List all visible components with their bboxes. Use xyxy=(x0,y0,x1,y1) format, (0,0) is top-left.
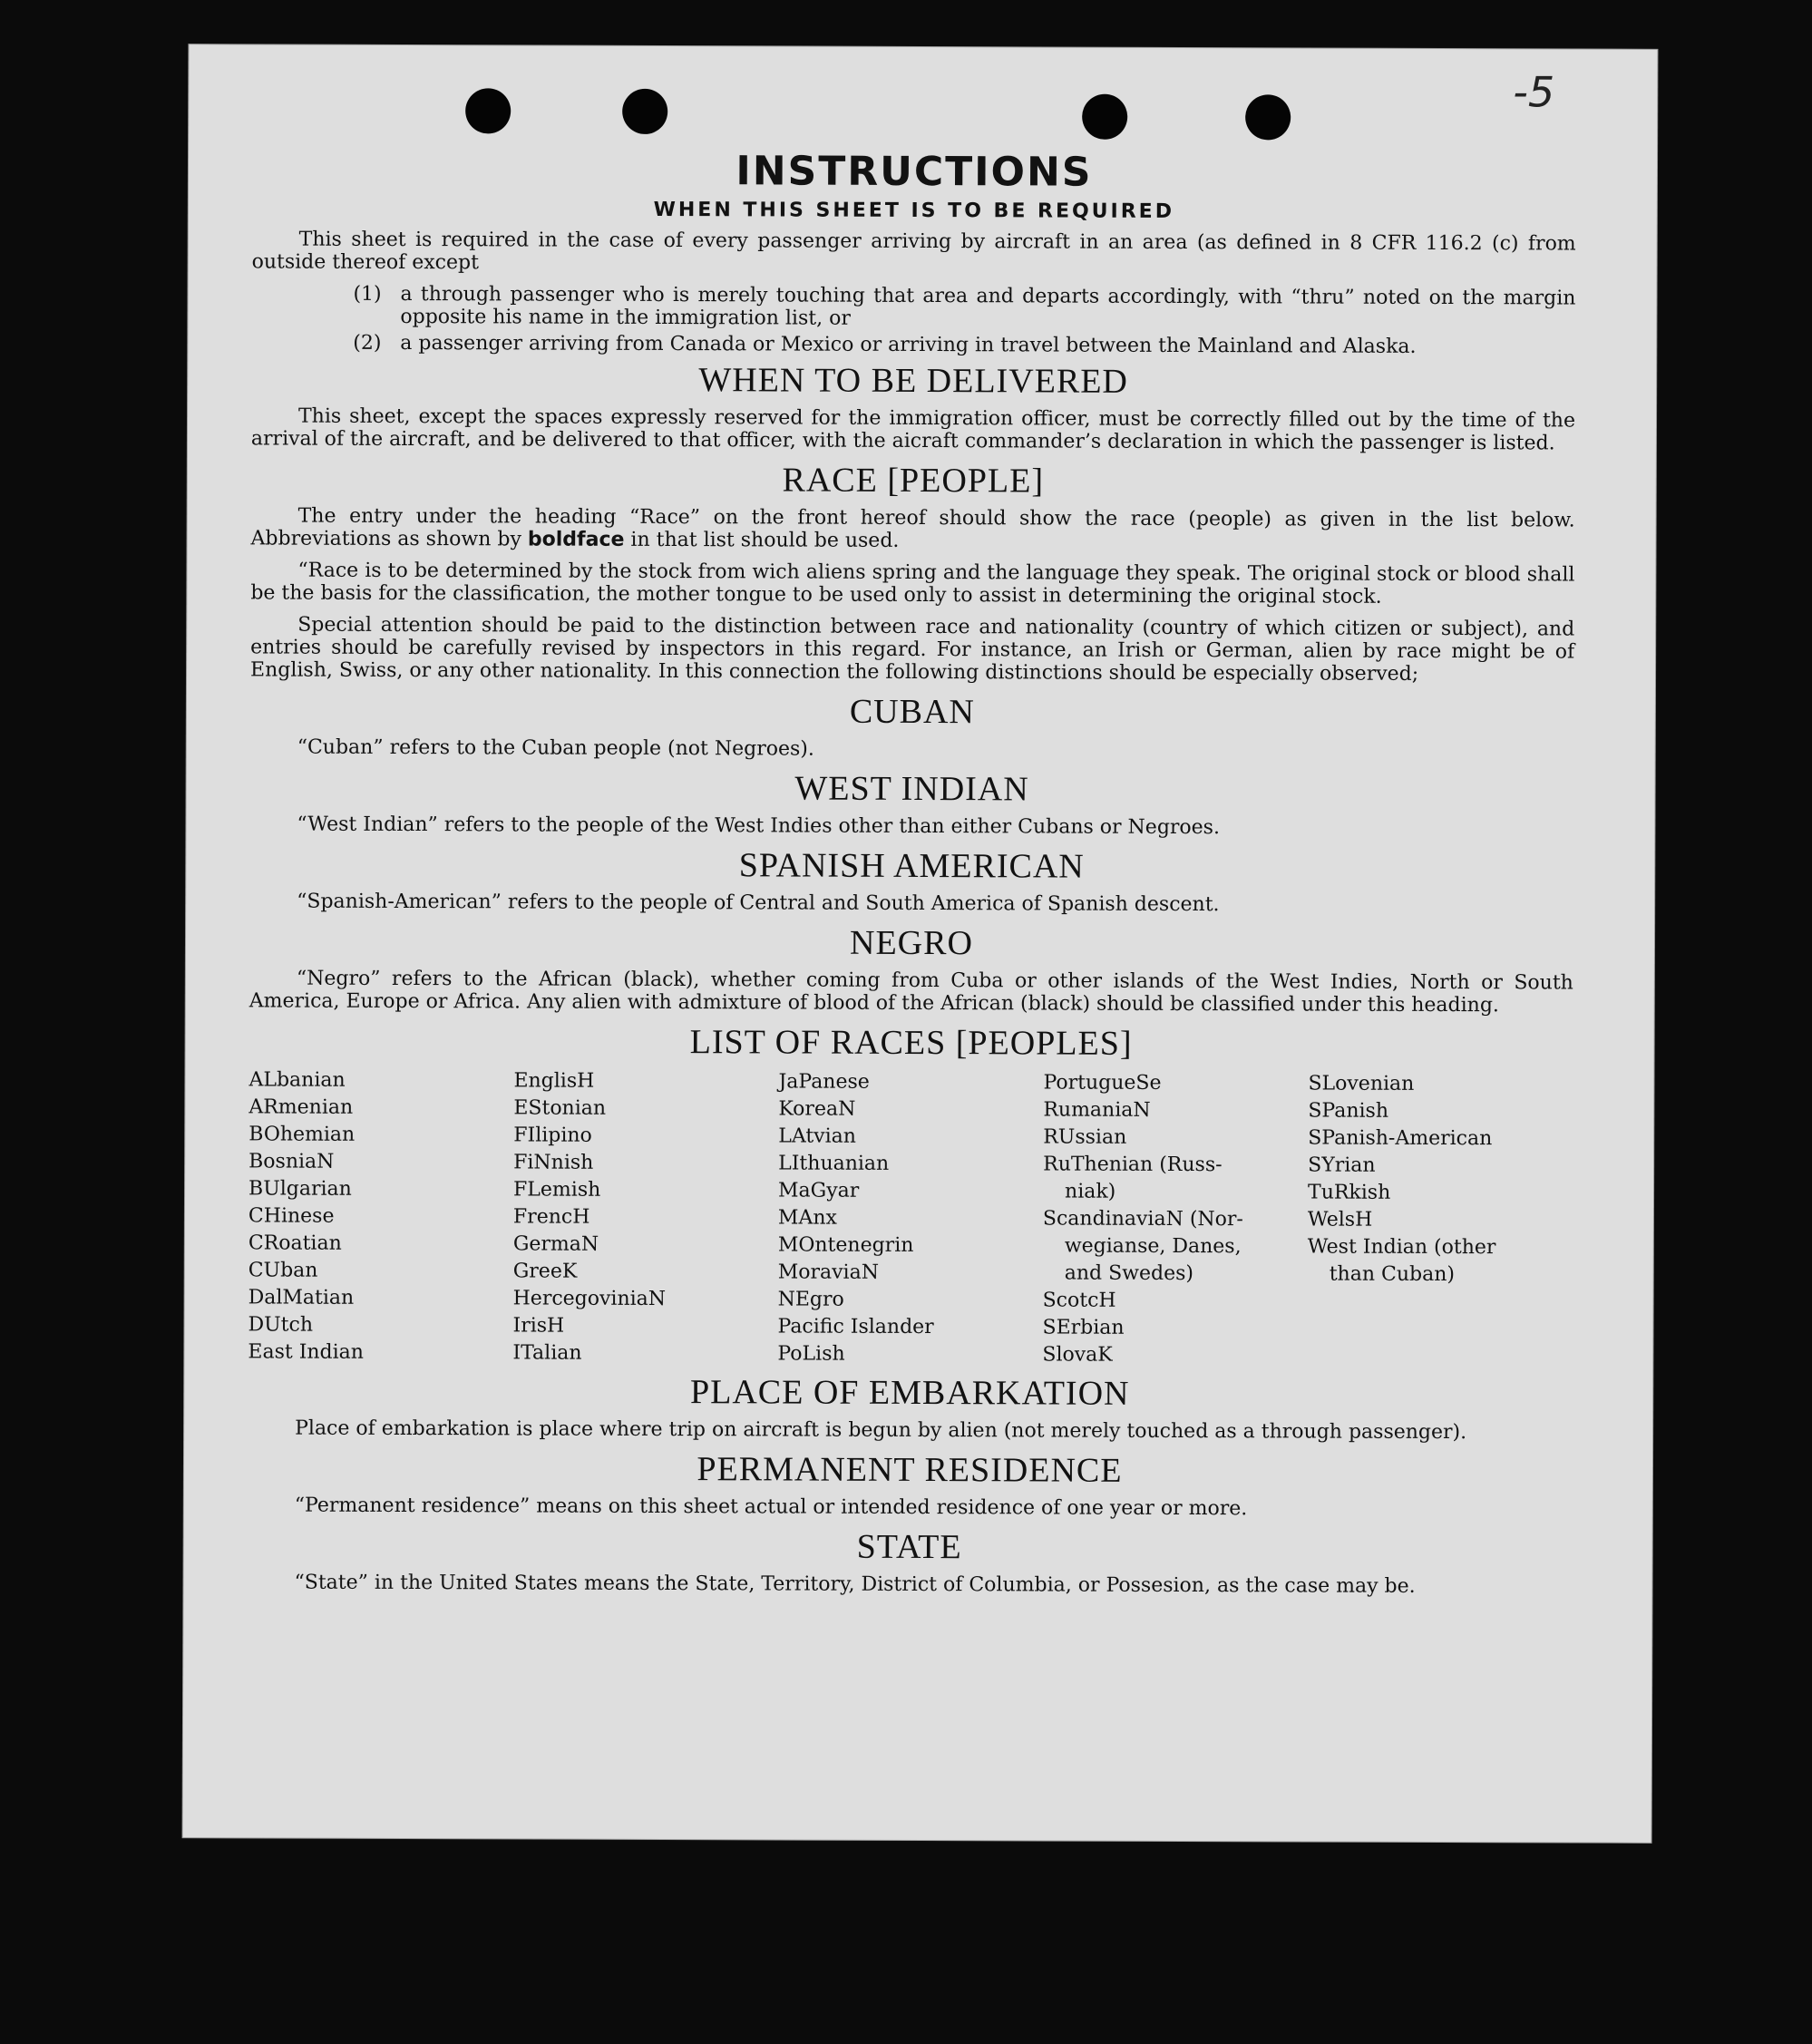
race-item: MoraviaN xyxy=(777,1260,880,1284)
negro-text: “Negro” refers to the African (black), whether coming from Cuba or other islands of the West Indies, North or South America, Europe or Africa. Any alien with admixture of blood of the African (black) should be classified under this heading. xyxy=(248,967,1573,1017)
race-item: and Swedes) xyxy=(1064,1261,1194,1286)
race-item: ScandinaviaN (Nor- xyxy=(1042,1207,1243,1231)
cuban-text: “Cuban” refers to the Cuban people (not Negroes). xyxy=(297,735,814,761)
races-column xyxy=(248,1066,513,1367)
race-item: KoreaN xyxy=(778,1097,856,1121)
punch-hole xyxy=(1245,94,1291,140)
when-delivered-heading: WHEN TO BE DELIVERED xyxy=(698,361,1128,401)
embarkation-text: Place of embarkation is place where trip on aircraft is begun by alien (not merely touched as a through passenger). xyxy=(295,1416,1467,1445)
exception-number: (1) xyxy=(353,282,382,306)
when-delivered-text: This sheet, except the spaces expressly reserved for the immigration officer, must be correctly filled out by the time of the arrival of the aircraft, and be delivered to that officer, with the aicraft commander’s declaration in which the passenger is listed. xyxy=(250,404,1576,455)
race-item: wegianse, Danes, xyxy=(1064,1234,1242,1259)
race-item: CUban xyxy=(248,1259,318,1282)
race-item: SPanish xyxy=(1308,1099,1389,1123)
race-item: East Indian xyxy=(248,1340,365,1364)
race-paragraph-3: Special attention should be paid to the distinction between race and nationality (country of which citizen or subject), and entries should be carefully revised by inspectors in this regard. For instance, an Irish or German, alien by race might be of English, Swiss, or any other nationality. In this connection the following distinctions should be especially observed; xyxy=(250,613,1575,686)
document-page xyxy=(183,44,1658,1843)
race-item: RUssian xyxy=(1043,1125,1127,1149)
race-item: GreeK xyxy=(512,1260,578,1283)
race-item: EnglisH xyxy=(513,1069,595,1093)
race-item: ITalian xyxy=(512,1341,582,1365)
spanish-american-text: “Spanish-American” refers to the people of Central and South America of Spanish descent. xyxy=(297,890,1220,917)
race-item: DUtch xyxy=(248,1313,314,1337)
negro-heading: NEGRO xyxy=(849,923,974,963)
race-p1-text-end: in that list should be used. xyxy=(624,528,900,552)
race-heading: RACE [PEOPLE] xyxy=(782,461,1045,501)
state-text: “State” in the United States means the State, Territory, District of Columbia, or Possesion, as the case may be. xyxy=(294,1571,1416,1598)
race-item: JaPanese xyxy=(778,1070,870,1094)
punch-hole xyxy=(622,89,667,134)
exception-item xyxy=(353,283,1575,333)
state-heading: STATE xyxy=(856,1527,962,1567)
race-item: ALbanian xyxy=(248,1068,346,1092)
race-item: HercegoviniaN xyxy=(512,1287,667,1311)
race-item: MOntenegrin xyxy=(777,1233,914,1257)
race-p1-text: The entry under the heading “Race” on the front hereof should show the race (people) as given in the list below. Abbreviations as shown by xyxy=(250,504,1575,551)
race-item: ScotcH xyxy=(1042,1289,1116,1312)
race-item: CRoatian xyxy=(248,1231,342,1255)
race-item: PoLish xyxy=(777,1342,845,1366)
race-item: RumaniaN xyxy=(1043,1098,1151,1122)
instructions-intro: This sheet is required in the case of every passenger arriving by aircraft in an area (as defined in 8 CFR 116.2 (c) from outside thereof except xyxy=(251,228,1576,275)
boldface-word: boldface xyxy=(527,528,625,551)
exception-text: a passenger arriving from Canada or Mexico or arriving in travel between the Mainland and Alaska. xyxy=(400,331,1417,358)
list-of-races-heading: LIST OF RACES [PEOPLES] xyxy=(689,1023,1133,1063)
race-item: MAnx xyxy=(777,1206,837,1230)
race-item: LIthuanian xyxy=(778,1152,890,1175)
race-item: LAtvian xyxy=(778,1124,857,1148)
embarkation-heading: PLACE OF EMBARKATION xyxy=(689,1373,1130,1413)
race-item: BOhemian xyxy=(248,1123,356,1146)
race-paragraph-1 xyxy=(251,504,1575,554)
race-item: FIlipino xyxy=(513,1124,592,1147)
race-item: FrencH xyxy=(512,1205,590,1229)
race-item: WelsH xyxy=(1307,1208,1373,1231)
punch-hole xyxy=(1082,94,1127,140)
exception-item xyxy=(353,332,1575,359)
race-item: TuRkish xyxy=(1308,1181,1391,1204)
race-item: PortugueSe xyxy=(1043,1071,1162,1095)
race-item: SErbian xyxy=(1042,1316,1125,1339)
exception-number: (2) xyxy=(353,331,382,355)
races-column xyxy=(512,1067,778,1368)
race-item: SPanish-American xyxy=(1308,1126,1493,1151)
race-item: West Indian (other xyxy=(1307,1235,1496,1260)
west-indian-text: “West Indian” refers to the people of the West Indies other than either Cubans or Negroes. xyxy=(297,813,1221,840)
punch-hole xyxy=(465,88,511,133)
race-item: BUlgarian xyxy=(248,1177,352,1201)
race-item: than Cuban) xyxy=(1329,1262,1456,1287)
race-item: SYrian xyxy=(1308,1153,1376,1177)
residence-text: “Permanent residence” means on this sheet actual or intended residence of one year or more. xyxy=(294,1494,1248,1521)
race-item: ARmenian xyxy=(248,1095,354,1119)
race-item: EStonian xyxy=(513,1096,607,1120)
race-item: GermaN xyxy=(512,1232,599,1256)
instructions-content xyxy=(247,144,1576,1607)
spanish-american-heading: SPANISH AMERICAN xyxy=(738,846,1085,886)
race-item: niak) xyxy=(1065,1180,1116,1203)
race-item: DalMatian xyxy=(248,1286,355,1309)
races-column xyxy=(777,1068,1043,1368)
race-item: RuThenian (Russ- xyxy=(1043,1153,1223,1177)
races-column xyxy=(1307,1070,1573,1370)
race-item: NEgro xyxy=(777,1288,844,1311)
west-indian-heading: WEST INDIAN xyxy=(794,769,1029,809)
residence-heading: PERMANENT RESIDENCE xyxy=(697,1450,1123,1490)
race-item: Pacific Islander xyxy=(777,1315,934,1339)
exception-text: a through passenger who is merely touching that area and departs accordingly, with “thru” noted on the margin opposite his name in the immigration list, or xyxy=(400,282,1576,330)
races-list xyxy=(248,1066,1573,1370)
race-item: IrisH xyxy=(512,1314,565,1338)
instructions-subtitle: WHEN THIS SHEET IS TO BE REQUIRED xyxy=(653,198,1175,223)
race-item: FiNnish xyxy=(513,1151,594,1174)
race-item: BosniaN xyxy=(248,1150,335,1173)
race-item: MaGyar xyxy=(778,1179,860,1202)
instructions-title: INSTRUCTIONS xyxy=(736,148,1093,196)
races-column xyxy=(1042,1069,1308,1369)
race-item: SLovenian xyxy=(1308,1072,1415,1095)
race-paragraph-2: “Race is to be determined by the stock from wich aliens spring and the language they speak. The original stock or blood shall be the basis for the classification, the mother tongue to be used only to assist in determining the original stock. xyxy=(250,559,1575,608)
race-item: FLemish xyxy=(513,1178,601,1202)
handwritten-page-mark: -5 xyxy=(1513,67,1555,117)
cuban-heading: CUBAN xyxy=(849,692,975,732)
race-item: SlovaK xyxy=(1042,1343,1113,1367)
exception-list xyxy=(353,283,1575,359)
race-item: CHinese xyxy=(248,1204,335,1228)
